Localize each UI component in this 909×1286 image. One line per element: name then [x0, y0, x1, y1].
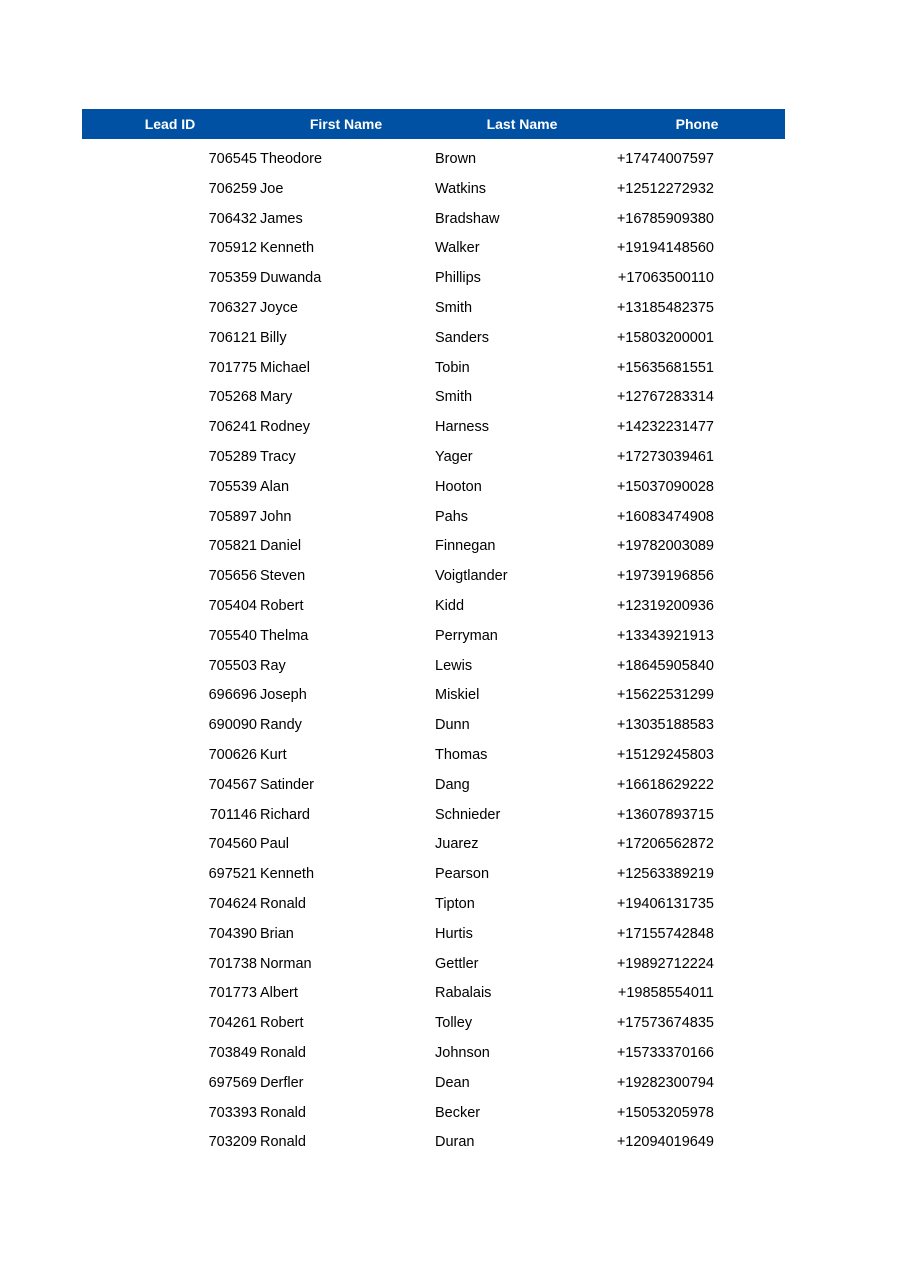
table-row [0, 175, 909, 205]
table-row [0, 413, 909, 443]
table-row [0, 443, 909, 473]
last-name-cell: Sanders [435, 329, 490, 346]
table-row [0, 830, 909, 860]
last-name-cell: Finnegan [435, 538, 496, 555]
first-name-cell: Theodore [260, 151, 323, 167]
first-name-cell: Ronald [260, 1134, 306, 1151]
lead-id-cell: 701738 [208, 955, 257, 972]
table-row [0, 1009, 909, 1039]
last-name-cell: Phillips [435, 270, 481, 287]
last-name-cell: Watkins [435, 180, 487, 197]
phone-cell: +17206562872 [616, 836, 714, 853]
table-row [0, 950, 909, 980]
table-row [0, 771, 909, 801]
lead-id-cell: 706327 [208, 299, 257, 316]
lead-id-cell: 703393 [208, 1104, 257, 1121]
last-name-cell: Thomas [435, 746, 488, 763]
lead-id-cell: 697521 [208, 866, 257, 883]
table-row [0, 324, 909, 354]
table-row [0, 205, 909, 235]
last-name-cell: Tolley [435, 1015, 473, 1032]
first-name-cell: Robert [260, 597, 304, 614]
phone-cell: +15037090028 [616, 478, 714, 495]
table-row [0, 1099, 909, 1129]
table-row [0, 473, 909, 503]
first-name-cell: Ronald [260, 895, 306, 912]
phone-cell: +18645905840 [616, 657, 714, 674]
lead-id-cell: 690090 [208, 717, 257, 734]
last-name-cell: Dunn [435, 717, 470, 734]
phone-cell: +17273039461 [616, 448, 714, 465]
phone-cell: +15733370166 [616, 1044, 714, 1061]
phone-cell: +12563389219 [616, 866, 714, 883]
lead-id-cell: 705539 [208, 478, 257, 495]
phone-cell: +12319200936 [616, 597, 714, 614]
first-name-cell: Rodney [260, 419, 310, 436]
table-row [0, 681, 909, 711]
table-row [0, 592, 909, 622]
lead-id-cell: 705268 [208, 389, 257, 406]
last-name-cell: Kidd [435, 597, 465, 614]
lead-id-cell: 706545 [208, 151, 257, 167]
first-name-cell: Kenneth [260, 866, 315, 883]
last-name-cell: Miskiel [435, 687, 480, 704]
first-name-cell: Joe [260, 180, 284, 197]
column-header-last-name: Last Name [486, 116, 558, 132]
last-name-cell: Rabalais [435, 985, 492, 1002]
phone-cell: +19282300794 [616, 1074, 714, 1091]
last-name-cell: Yager [435, 448, 473, 465]
last-name-cell: Hurtis [435, 925, 473, 942]
lead-id-cell: 696696 [208, 687, 257, 704]
first-name-cell: Daniel [260, 538, 302, 555]
lead-id-cell: 706259 [208, 180, 257, 197]
last-name-cell: Gettler [435, 955, 479, 972]
phone-cell: +15129245803 [616, 746, 714, 763]
last-name-cell: Tipton [435, 895, 475, 912]
last-name-cell: Lewis [435, 657, 473, 674]
lead-id-cell: 701773 [208, 985, 257, 1002]
lead-id-cell: 705404 [208, 597, 257, 614]
first-name-cell: Billy [260, 329, 287, 346]
first-name-cell: Albert [260, 985, 298, 1002]
lead-id-cell: 700626 [208, 746, 257, 763]
last-name-cell: Bradshaw [435, 210, 500, 227]
table-row [0, 264, 909, 294]
phone-cell: +12094019649 [616, 1134, 714, 1151]
table-row [0, 979, 909, 1009]
phone-cell: +19406131735 [616, 895, 714, 912]
lead-id-cell: 704567 [208, 776, 257, 793]
phone-cell: +14232231477 [616, 419, 714, 436]
first-name-cell: Ronald [260, 1104, 306, 1121]
column-header-first-name: First Name [309, 116, 383, 132]
last-name-cell: Juarez [435, 836, 479, 853]
column-header-phone: Phone [675, 116, 719, 132]
first-name-cell: Paul [260, 836, 290, 853]
lead-id-cell: 704560 [208, 836, 257, 853]
last-name-cell: Brown [435, 151, 477, 167]
phone-cell: +12512272932 [616, 180, 714, 197]
table-row [0, 622, 909, 652]
first-name-cell: Robert [260, 1015, 304, 1032]
phone-cell: +19194148560 [616, 240, 714, 257]
last-name-cell: Dang [435, 776, 470, 793]
last-name-cell: Voigtlander [435, 568, 508, 585]
table-row [0, 890, 909, 920]
phone-cell: +16785909380 [616, 210, 714, 227]
table-row [0, 741, 909, 771]
first-name-cell: Duwanda [260, 270, 322, 287]
first-name-cell: Joseph [260, 687, 307, 704]
table-row [0, 503, 909, 533]
table-row [0, 354, 909, 384]
first-name-cell: Kenneth [260, 240, 315, 257]
table-row [0, 532, 909, 562]
column-header-lead-id: Lead ID [144, 116, 196, 132]
phone-cell: +16083474908 [616, 508, 714, 525]
last-name-cell: Schnieder [435, 806, 501, 823]
first-name-cell: Derfler [260, 1074, 304, 1091]
phone-cell: +19858554011 [617, 985, 714, 1002]
last-name-cell: Smith [435, 389, 473, 406]
table-row [0, 562, 909, 592]
phone-cell: +13607893715 [616, 806, 714, 823]
table-row [0, 920, 909, 950]
lead-id-cell: 706241 [208, 419, 257, 436]
table-row [0, 1128, 909, 1158]
phone-cell: +15803200001 [616, 329, 714, 346]
first-name-cell: Kurt [260, 746, 287, 763]
first-name-cell: Joyce [260, 299, 298, 316]
last-name-cell: Johnson [435, 1044, 490, 1061]
last-name-cell: Dean [435, 1074, 470, 1091]
first-name-cell: Thelma [260, 627, 309, 644]
first-name-cell: Ronald [260, 1044, 306, 1061]
first-name-cell: Satinder [260, 776, 315, 793]
last-name-cell: Duran [435, 1134, 475, 1151]
first-name-cell: Alan [260, 478, 290, 495]
first-name-cell: Ray [260, 657, 286, 674]
phone-cell: +12767283314 [616, 389, 714, 406]
table-row [0, 145, 909, 175]
last-name-cell: Harness [435, 419, 489, 436]
last-name-cell: Walker [435, 240, 480, 257]
phone-cell: +17474007597 [616, 151, 714, 167]
table-row [0, 234, 909, 264]
phone-cell: +15635681551 [616, 359, 714, 376]
first-name-cell: Richard [260, 806, 310, 823]
lead-id-cell: 701146 [209, 806, 257, 823]
phone-cell: +17063500110 [617, 270, 714, 287]
table-row [0, 860, 909, 890]
last-name-cell: Pahs [435, 508, 469, 525]
first-name-cell: Mary [260, 389, 293, 406]
phone-cell: +13185482375 [616, 299, 714, 316]
table-row [0, 1069, 909, 1099]
phone-cell: +17155742848 [616, 925, 714, 942]
first-name-cell: Brian [260, 925, 294, 942]
first-name-cell: Michael [260, 359, 310, 376]
last-name-cell: Perryman [435, 627, 498, 644]
last-name-cell: Pearson [435, 866, 490, 883]
first-name-cell: Steven [260, 568, 306, 585]
table-row [0, 294, 909, 324]
phone-cell: +15622531299 [616, 687, 714, 704]
table-row [0, 1039, 909, 1069]
lead-id-cell: 706121 [208, 329, 257, 346]
first-name-cell: John [260, 508, 292, 525]
last-name-cell: Hooton [435, 478, 482, 495]
lead-id-cell: 704624 [208, 895, 257, 912]
lead-id-cell: 703849 [208, 1044, 257, 1061]
table-row [0, 383, 909, 413]
first-name-cell: Randy [260, 717, 302, 734]
lead-id-cell: 704390 [208, 925, 257, 942]
phone-cell: +13035188583 [616, 717, 714, 734]
last-name-cell: Becker [435, 1104, 481, 1121]
lead-id-cell: 705821 [208, 538, 257, 555]
last-name-cell: Tobin [435, 359, 470, 376]
phone-cell: +15053205978 [616, 1104, 714, 1121]
lead-id-cell: 703209 [208, 1134, 257, 1151]
phone-cell: +13343921913 [616, 627, 714, 644]
lead-id-cell: 706432 [208, 210, 257, 227]
table-body [0, 145, 909, 1158]
lead-id-cell: 705912 [208, 240, 257, 257]
lead-id-cell: 705897 [208, 508, 257, 525]
table-row [0, 711, 909, 741]
lead-id-cell: 705656 [208, 568, 257, 585]
table-header [82, 109, 785, 139]
first-name-cell: Tracy [260, 448, 296, 465]
lead-id-cell: 705289 [208, 448, 257, 465]
phone-cell: +19782003089 [616, 538, 714, 555]
last-name-cell: Smith [435, 299, 473, 316]
lead-id-cell: 701775 [208, 359, 257, 376]
first-name-cell: Norman [260, 955, 312, 972]
table-row [0, 801, 909, 831]
first-name-cell: James [260, 210, 303, 227]
phone-cell: +16618629222 [616, 776, 714, 793]
table-row [0, 652, 909, 682]
phone-cell: +19739196856 [616, 568, 714, 585]
lead-id-cell: 705359 [208, 270, 257, 287]
lead-id-cell: 705503 [208, 657, 257, 674]
phone-cell: +17573674835 [616, 1015, 714, 1032]
lead-id-cell: 697569 [208, 1074, 257, 1091]
lead-id-cell: 704261 [208, 1015, 257, 1032]
phone-cell: +19892712224 [616, 955, 714, 972]
lead-id-cell: 705540 [208, 627, 257, 644]
